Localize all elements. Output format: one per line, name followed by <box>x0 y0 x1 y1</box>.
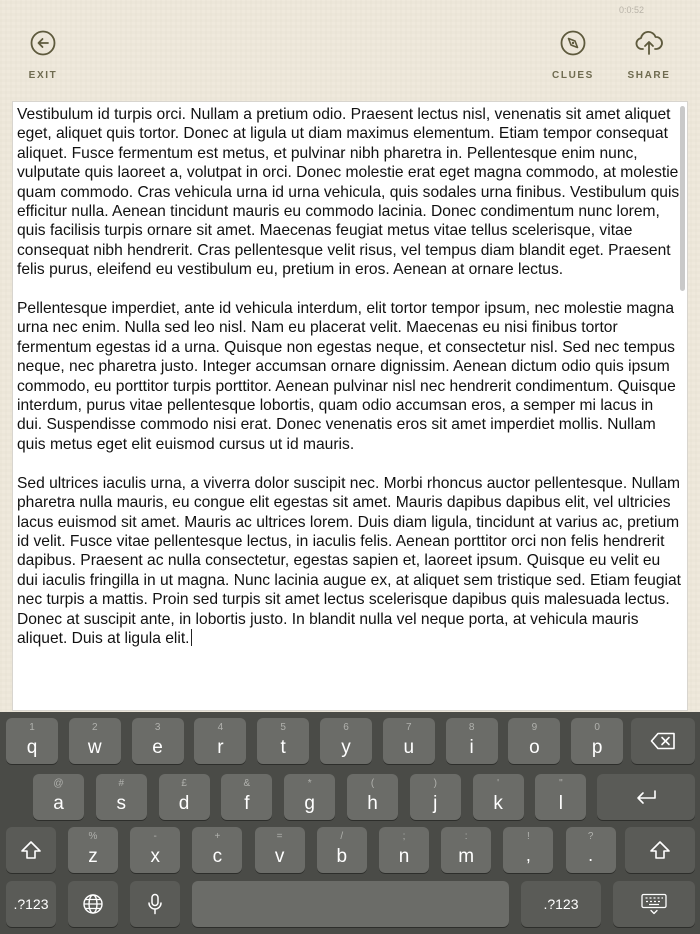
shift-key-left[interactable] <box>6 827 56 873</box>
key-label: p <box>591 737 603 758</box>
key-hint: 5 <box>280 722 286 733</box>
share-label: SHARE <box>627 70 671 81</box>
key-hint: = <box>276 831 283 842</box>
key-label: d <box>178 793 190 814</box>
key-label: c <box>212 846 223 867</box>
key-label: u <box>403 737 415 758</box>
key-x[interactable] <box>130 827 180 873</box>
key-label: , <box>525 845 531 865</box>
key-comma[interactable] <box>503 827 553 873</box>
key-q[interactable] <box>6 718 58 764</box>
key-label: s <box>116 793 127 814</box>
key-label: k <box>493 793 503 814</box>
paragraph <box>17 474 681 649</box>
key-label: z <box>88 846 98 867</box>
key-hint: £ <box>181 778 187 789</box>
key-hint: ! <box>527 831 530 842</box>
key-hint: 8 <box>468 722 475 733</box>
key-label: e <box>152 737 163 758</box>
elapsed-timer: 0:0:52 <box>618 5 644 15</box>
key-hint: ) <box>433 778 437 789</box>
key-label: x <box>150 846 160 867</box>
key-label: . <box>588 845 594 865</box>
key-hint: - <box>153 831 157 842</box>
document-text[interactable] <box>17 105 681 668</box>
paragraph: Vestibulum id turpis orci. Nullam a pretium odio. Praesent lectus nisl, venenatis sit amet aliquet eget, aliquet quis tortor. Donec at ligula ut diam maximus elementum. Etiam tempor consequat aliquet. Fusce fermentum est metus, et pulvinar nibh pharetra in. Pellentesque enim nunc, vulputate quis laoreet a, volutpat in orci. Donec molestie erat eget magna commodo, at molestie quam commodo. Cras vehicula urna id urna vehicula, quis sodales urna finibus. Vestibulum quis efficitur nulla. Aenean tincidunt mauris eu commodo lacinia. Donec condimentum nunc lorem, quis facilisis turpis ornare sit amet. Maecenas feugiat metus vitae tellus scelerisque, vitae consequat nibh hendrerit. Cras pellentesque velit risus, vel tempus diam blandit eget. Praesent felis purus, eleifend eu vestibulum eu, pretium in eros. Aenean at ornare lectus. <box>17 106 680 279</box>
key-w[interactable] <box>69 718 121 764</box>
key-label: h <box>367 793 378 814</box>
key-label: m <box>458 846 475 867</box>
key-i[interactable] <box>446 718 498 764</box>
shift-key-right[interactable] <box>625 827 695 873</box>
key-hint: 6 <box>343 722 349 733</box>
key-v[interactable] <box>255 827 305 873</box>
delete-key[interactable] <box>631 718 695 764</box>
key-hint: ? <box>587 831 594 842</box>
key-hint: / <box>340 831 344 842</box>
key-label: b <box>336 846 348 867</box>
compass-icon <box>538 30 608 56</box>
dismiss-keyboard-key[interactable] <box>613 881 695 927</box>
key-label: r <box>217 737 224 758</box>
paragraph: Pellentesque imperdiet, ante id vehicula interdum, elit tortor tempor ipsum, nec molestie magna urna nec enim. Nulla sed leo nisl. Nam eu placerat velit. Maecenas eu nisi finibus tortor fermentum egestas id a urna. Quisque non egestas neque, et consectetur nisl. Sed nec tempus neque, nec pharetra justo. Integer accumsan ornare dignissim. Aenean dictum odio quis ipsum commodo, eu porttitor turpis porttitor. Aenean pulvinar nisl nec hendrerit condimentum. Quisque interdum, purus vitae pellentesque lobortis, quam odio accumsan eros, a semper mi lacus in dui. Suspendisse commodo nisi erat. Donec venenatis eros sit amet imperdiet mollis. Nullam quis metus eget elit euismod cursus ut id mauris. <box>17 300 676 453</box>
share-button[interactable] <box>614 30 684 81</box>
globe-key[interactable] <box>68 881 118 927</box>
key-s[interactable] <box>96 774 147 820</box>
dictation-key[interactable] <box>130 881 180 927</box>
key-hint: @ <box>53 778 64 789</box>
key-hint: 3 <box>154 722 161 733</box>
text-cursor <box>191 629 193 646</box>
clues-button[interactable] <box>538 30 608 81</box>
key-label: l <box>558 793 563 814</box>
return-key[interactable] <box>597 774 695 820</box>
on-screen-keyboard <box>0 712 700 934</box>
key-a[interactable] <box>33 774 84 820</box>
exit-label: EXIT <box>28 70 58 81</box>
key-o[interactable] <box>508 718 560 764</box>
key-label: o <box>529 737 540 758</box>
key-label: y <box>341 737 351 758</box>
key-hint: ( <box>370 778 375 789</box>
numbers-key-label: .?123 <box>543 896 579 912</box>
exit-button[interactable] <box>8 30 78 81</box>
key-m[interactable] <box>441 827 491 873</box>
space-key[interactable] <box>192 881 509 927</box>
vertical-scrollbar[interactable] <box>680 106 685 291</box>
key-y[interactable] <box>320 718 372 764</box>
key-label: v <box>274 846 285 867</box>
key-hint: 2 <box>92 722 98 733</box>
key-label: t <box>280 737 286 758</box>
key-f[interactable] <box>221 774 272 820</box>
key-label: a <box>53 793 64 814</box>
key-label: w <box>87 737 102 758</box>
key-hint: % <box>88 831 98 842</box>
key-hint: # <box>118 778 125 789</box>
key-h[interactable] <box>347 774 398 820</box>
key-hint: ' <box>497 778 500 789</box>
clues-label: CLUES <box>552 70 594 81</box>
key-hint: ; <box>402 831 406 842</box>
cloud-upload-icon <box>614 30 684 56</box>
numbers-key-left[interactable] <box>6 881 56 927</box>
key-hint: * <box>307 778 312 789</box>
key-k[interactable] <box>473 774 524 820</box>
key-label: n <box>398 846 410 867</box>
document-text-area[interactable] <box>12 101 688 711</box>
key-label: q <box>26 737 38 758</box>
key-hint: 0 <box>594 722 600 733</box>
key-c[interactable] <box>192 827 242 873</box>
arrow-left-circle-icon <box>8 30 78 56</box>
key-g[interactable] <box>284 774 335 820</box>
numbers-key-label: .?123 <box>13 896 49 912</box>
key-j[interactable] <box>410 774 461 820</box>
key-hint: 7 <box>406 722 412 733</box>
key-hint: " <box>559 778 563 789</box>
key-hint: 4 <box>217 722 224 733</box>
key-label: i <box>469 737 474 758</box>
key-b[interactable] <box>317 827 367 873</box>
key-n[interactable] <box>379 827 429 873</box>
key-hint: + <box>214 831 221 842</box>
key-r[interactable] <box>194 718 246 764</box>
numbers-key-right[interactable] <box>521 881 601 927</box>
key-label: f <box>244 793 250 814</box>
key-t[interactable] <box>257 718 309 764</box>
key-u[interactable] <box>383 718 435 764</box>
key-period[interactable] <box>566 827 616 873</box>
key-label: j <box>433 793 438 814</box>
key-e[interactable] <box>132 718 184 764</box>
key-label: g <box>304 793 315 814</box>
paragraph-text: Sed ultrices iaculis urna, a viverra dolor suscipit nec. Morbi rhoncus auctor pellentesque. Nullam pharetra nulla mauris, eu congue elit egestas sit amet. Mauris dapibus dapibus elit, vel ultricies lacus euismod sit amet. Mauris ac ultrices lorem. Duis diam ligula, tincidunt at varius ac, pretium id velit. Fusce vitae pellentesque lectus, in iaculis felis. Aenean porttitor orci non felis hendrerit dapibus. Praesent ac nulla consectetur, egestas sapien et, laoreet ipsum. Quisque eu velit eu dui iaculis fringilla in ut magna. Nunc lacinia augue ex, at aliquet sem tristique sed. Etiam feugiat nec turpis a mattis. Proin sed turpis sit amet lectus scelerisque dapibus quis malesuada lectus. Donec at suscipit ante, in lobortis justo. In blandit nulla vel neque porta, at vehicula mauris aliquet. Duis at ligula elit. <box>17 474 681 647</box>
key-hint: & <box>243 778 251 789</box>
key-hint: 1 <box>29 722 35 733</box>
key-hint: : <box>464 831 468 842</box>
key-z[interactable] <box>68 827 118 873</box>
key-p[interactable] <box>571 718 623 764</box>
key-d[interactable] <box>159 774 210 820</box>
key-hint: 9 <box>531 722 538 733</box>
key-l[interactable] <box>535 774 586 820</box>
